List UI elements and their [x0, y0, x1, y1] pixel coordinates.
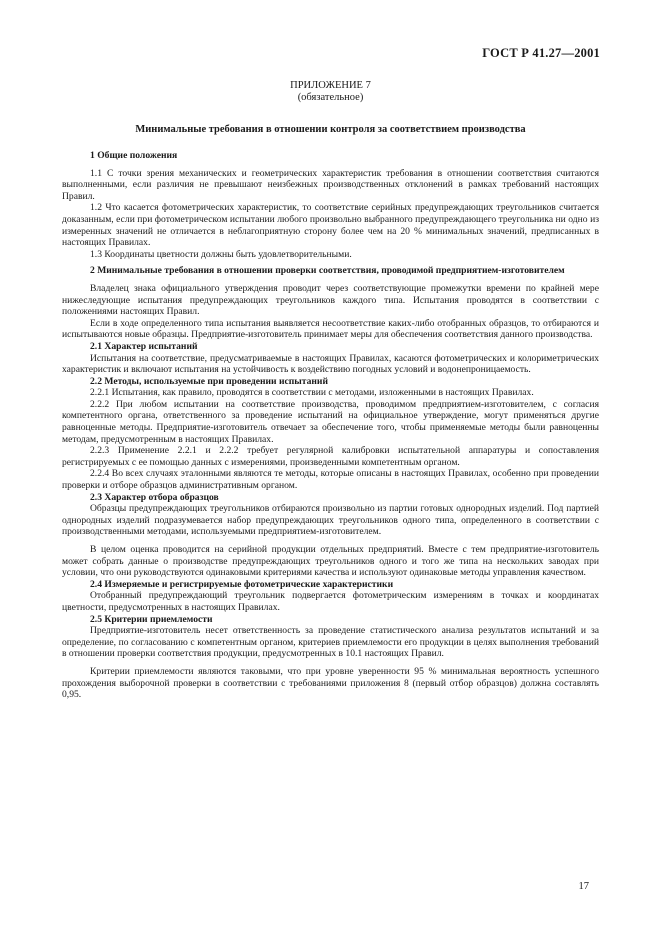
document-code: ГОСТ Р 41.27—2001 — [482, 46, 600, 60]
section-2-heading: 2 Минимальные требования в отношении проверки соответствия, проводимой предприятием-изготовителем — [90, 265, 565, 277]
document-body — [62, 150, 599, 701]
paragraph-1-3: 1.3 Координаты цветности должны быть удовлетворительными. — [90, 248, 352, 260]
subsection-2-1-heading: 2.1 Характер испытаний — [90, 340, 198, 352]
paragraph-2-5-2: Критерии приемлемости являются таковыми, что при уровне уверенности 95 % минимальная вероятность успешного прохождения выборочной проверки в соответствии с требованиями приложения 8 (первый отбор образцов) должна составлять 0,95. — [62, 665, 599, 701]
page-number: 17 — [578, 881, 589, 892]
subsection-2-2-heading: 2.2 Методы, используемые при проведении испытаний — [90, 375, 328, 387]
subsection-2-3-heading: 2.3 Характер отбора образцов — [90, 491, 219, 503]
paragraph-1-1: 1.1 С точки зрения механических и геометрических характеристик требования в отношении соответствия считаются выполненными, если различия не превышают неизбежных производственных отклонений в рамках требований настоящих Правил. — [62, 167, 599, 202]
subsection-2-5-heading: 2.5 Критерии приемлемости — [90, 613, 213, 625]
subsection-2-4-heading: 2.4 Измеряемые и регистрируемые фотометрические характеристики — [90, 578, 394, 590]
paragraph-2-4: Отобранный предупреждающий треугольник подвергается фотометрическим измерениям в точках и координатах цветности, предусмотренных в настоящих Правилах. — [62, 590, 599, 613]
paragraph-2-intro-2: Если в ходе определенного типа испытания выявляется несоответствие каких-либо отобранных образцов, то отбираются и испытываются новые образцы. Предприятие-изготовитель принимает меры для обеспечения соответствия данного производства. — [62, 317, 599, 341]
paragraph-2-intro-1: Владелец знака официального утверждения проводит через соответствующие промежутки времени по крайней мере нижеследующие испытания предупреждающих треугольников каждого типа. Испытания проводятся в соответствии с положениями настоящих Правил. — [62, 282, 599, 318]
paragraph-2-5-1: Предприятие-изготовитель несет ответственность за проведение статистического анализа результатов испытаний и за определение, по согласованию с компетентным органом, критериев приемлемости его продукции в целях выполнения требований в отношении проверки соответствия продукции, предусмотренных в 10.1 настоящих Правил. — [62, 625, 599, 660]
document-title: Минимальные требования в отношении контроля за соответствием производства — [135, 124, 526, 135]
appendix-label: ПРИЛОЖЕНИЕ 7 — [290, 80, 371, 91]
paragraph-2-2-1: 2.2.1 Испытания, как правило, проводятся в соответствии с методами, изложенными в настоящих Правилах. — [90, 387, 534, 399]
section-1-heading: 1 Общие положения — [90, 150, 178, 161]
paragraph-2-3-2: В целом оценка проводится на серийной продукции отдельных предприятий. Вместе с тем предприятие-изготовитель может собрать данные о производстве предупреждающих треугольников одного и того же типа на нескольких заводах при условии, что они руководствуются одинаковыми критериями качества и используют одинаковые методы управления качеством. — [62, 544, 599, 579]
appendix-note: (обязательное) — [297, 92, 364, 103]
paragraph-1-2: 1.2 Что касается фотометрических характеристик, то соответствие серийных предупреждающих треугольников считается доказанным, если при фотометрическом испытании любого произвольно выбранного предупреждающего треугольника ни одно из измеренных значений не отличается в неблагоприятную сторону более чем на 20 % минимальных значений, предписанных в настоящих Правилах. — [62, 202, 599, 249]
paragraph-2-2-2: 2.2.2 При любом испытании на соответствие производства, проводимом предприятием-изготовителем, с согласия компетентного органа, ответственного за проведение испытаний на официальное утверждение, могут применяться другие равноценные методы. Предприятие-изготовитель отвечает за обеспечение того, чтобы применяемые методы были равноценны методам, предусмотренным в настоящих Правилах. — [62, 398, 599, 445]
paragraph-2-1: Испытания на соответствие, предусматриваемые в настоящих Правилах, касаются фотометрических и колориметрических характеристик и включают испытания на устойчивость к воздействию погодных условий и водонепроницаемость. — [62, 352, 599, 376]
appendix-heading — [0, 80, 661, 104]
paragraph-2-3-1: Образцы предупреждающих треугольников отбираются произвольно из партии готовых однородных изделий. Под партией однородных изделий подразумевается набор предупреждающих треугольников одного типа, определенного в соответствии с производственными методами, используемыми предприятием-изготовителем. — [62, 503, 599, 538]
paragraph-2-2-4: 2.2.4 Во всех случаях эталонными являются те методы, которые описаны в настоящих Правилах, особенно при проведении проверки и отборе образцов административным органом. — [62, 468, 599, 492]
paragraph-2-2-3: 2.2.3 Применение 2.2.1 и 2.2.2 требует регулярной калибровки испытательной аппаратуры и сопоставления регистрируемых с ее помощью данных с измерениями, произведенными компетентным органом. — [62, 445, 599, 468]
